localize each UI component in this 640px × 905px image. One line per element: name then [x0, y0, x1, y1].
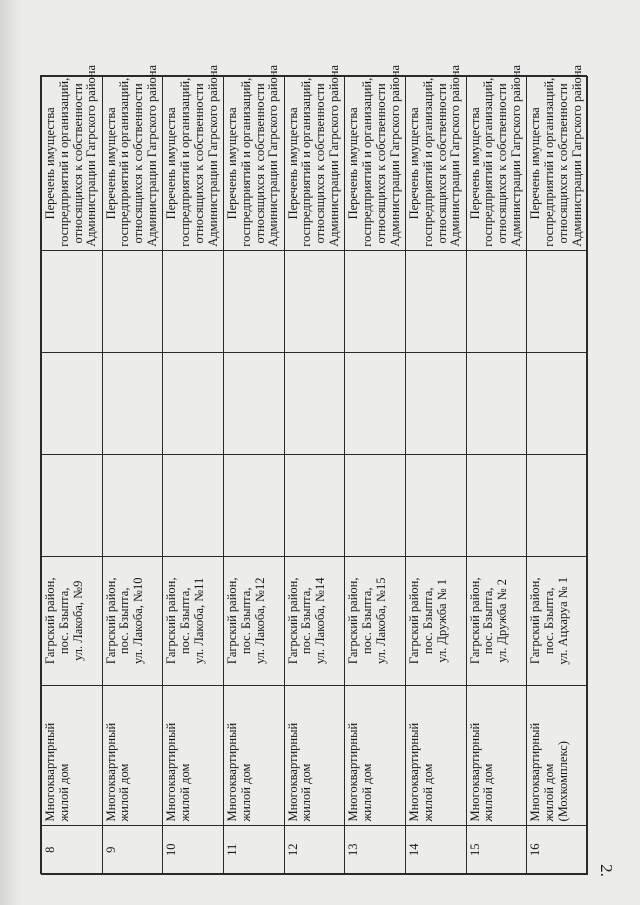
ownership-line: госпредприятий и организаций, — [360, 77, 375, 247]
scan-edge-shadow — [0, 0, 22, 905]
ownership-line: Перечень имущества — [285, 107, 300, 220]
ownership-line: госпредприятий и организаций, — [56, 77, 71, 247]
ownership-line: Администрации Гагрского района — [327, 64, 342, 247]
table-row — [42, 77, 103, 875]
object-name-cell — [223, 685, 284, 825]
address-line: пос. Бзыпта, — [360, 587, 375, 655]
ownership-line: относящихся к собственности — [434, 83, 449, 244]
empty-cell — [405, 454, 466, 556]
ownership-line: относящихся к собственности — [252, 83, 267, 244]
ownership-line: относящихся к собственности — [191, 83, 206, 244]
object-name-line: жилой дом — [360, 763, 375, 822]
ownership-line: Администрации Гагрского района — [266, 64, 281, 247]
address-cell — [102, 557, 163, 685]
ownership-line: госпредприятий и организаций, — [117, 77, 132, 247]
ownership-line: Перечень имущества — [224, 107, 239, 220]
address-line: ул. Лакоба, №11 — [191, 577, 206, 664]
object-name-cell — [527, 685, 588, 825]
object-name-cell — [102, 685, 163, 825]
row-number-cell: 16 — [527, 825, 588, 874]
ownership-cell — [42, 64, 103, 251]
ownership-line: Администрации Гагрского района — [508, 64, 523, 247]
row-number-cell: 9 — [102, 825, 163, 874]
empty-cell — [466, 352, 527, 454]
empty-cell — [284, 454, 345, 556]
page-number: 2. — [596, 864, 616, 877]
table-row — [163, 77, 224, 875]
object-name-cell — [405, 685, 466, 825]
empty-cell — [284, 250, 345, 352]
address-cell — [163, 557, 224, 685]
ownership-cell — [223, 64, 284, 251]
object-name-line: Многоквартирный — [285, 722, 300, 822]
object-name-cell — [345, 685, 406, 825]
ownership-line: госпредприятий и организаций, — [420, 77, 435, 247]
object-name-line: Многоквартирный — [43, 722, 57, 822]
rotated-table-container — [41, 64, 588, 875]
row-number-cell: 11 — [223, 825, 284, 874]
table-row — [102, 77, 163, 875]
empty-cell — [527, 454, 588, 556]
empty-cell — [42, 454, 103, 556]
object-name-line: Многоквартирный — [224, 722, 239, 822]
object-name-line: жилой дом — [238, 763, 253, 822]
table-row — [405, 77, 466, 875]
address-line: пос. Бзыпта, — [481, 587, 496, 655]
address-cell — [345, 557, 406, 685]
empty-cell — [345, 250, 406, 352]
ownership-line: относящихся к собственности — [555, 83, 570, 244]
object-name-line: жилой дом — [420, 763, 435, 822]
ownership-line: Администрации Гагрского района — [448, 64, 463, 247]
object-name-line: жилой дом — [299, 763, 314, 822]
ownership-line: относящихся к собственности — [131, 83, 146, 244]
address-line: ул. Лакоба, №12 — [252, 577, 267, 665]
ownership-cell — [163, 64, 224, 251]
object-name-cell — [466, 685, 527, 825]
empty-cell — [345, 454, 406, 556]
address-line: пос. Бзыпта, — [178, 587, 193, 655]
empty-cell — [163, 454, 224, 556]
address-line: Гагрский район, — [285, 577, 300, 665]
ownership-line: относящихся к собственности — [70, 83, 85, 244]
address-line: Гагрский район, — [224, 577, 239, 665]
ownership-cell — [405, 64, 466, 251]
address-line: пос. Бзыпта, — [542, 587, 557, 655]
ownership-line: относящихся к собственности — [495, 83, 510, 244]
empty-cell — [163, 352, 224, 454]
object-name-line: Многоквартирный — [467, 722, 482, 822]
address-line: пос. Бзыпта, — [299, 587, 314, 655]
object-name-line: жилой дом — [117, 763, 132, 822]
address-cell — [223, 557, 284, 685]
address-line: Гагрский район, — [346, 577, 361, 665]
address-line: ул. Лакоба, №15 — [373, 577, 388, 665]
table-row — [527, 77, 588, 875]
empty-cell — [42, 250, 103, 352]
ownership-cell — [345, 64, 406, 251]
ownership-line: Перечень имущества — [406, 107, 421, 220]
ownership-line: Перечень имущества — [528, 107, 543, 220]
row-number-cell: 8 — [42, 825, 103, 874]
address-line: Гагрский район, — [406, 577, 421, 665]
address-line: ул. Ацхаруа № 1 — [555, 576, 570, 665]
object-name-line: жилой дом — [56, 763, 71, 822]
object-name-cell — [284, 685, 345, 825]
row-number-cell: 12 — [284, 825, 345, 874]
object-name-line: Многоквартирный — [406, 722, 421, 822]
ownership-line: Перечень имущества — [103, 107, 118, 220]
table-row — [284, 77, 345, 875]
ownership-line: госпредприятий и организаций, — [481, 77, 496, 247]
empty-cell — [466, 454, 527, 556]
empty-cell — [223, 352, 284, 454]
ownership-line: Администрации Гагрского района — [145, 64, 160, 247]
address-line: Гагрский район, — [103, 577, 118, 665]
address-line: ул. Лакоба, №10 — [131, 577, 146, 665]
address-line: ул. Дружба № 1 — [434, 578, 449, 663]
row-number-cell: 15 — [466, 825, 527, 874]
object-name-line: жилой дом — [542, 763, 557, 822]
empty-cell — [102, 454, 163, 556]
address-line: пос. Бзыпта, — [56, 587, 71, 655]
table-row — [466, 77, 527, 875]
address-cell — [527, 557, 588, 685]
object-name-cell — [163, 685, 224, 825]
ownership-line: госпредприятий и организаций, — [299, 77, 314, 247]
empty-cell — [42, 352, 103, 454]
empty-cell — [223, 454, 284, 556]
property-registry-table — [41, 64, 588, 875]
empty-cell — [163, 250, 224, 352]
ownership-line: Перечень имущества — [346, 107, 361, 220]
empty-cell — [284, 352, 345, 454]
empty-cell — [527, 352, 588, 454]
object-name-cell — [42, 685, 103, 825]
ownership-line: Перечень имущества — [164, 107, 179, 220]
address-cell — [466, 557, 527, 685]
table-row — [223, 77, 284, 875]
ownership-cell — [102, 64, 163, 251]
address-line: пос. Бзыпта, — [238, 587, 253, 655]
ownership-line: госпредприятий и организаций, — [542, 77, 557, 247]
ownership-cell — [466, 64, 527, 251]
empty-cell — [223, 250, 284, 352]
empty-cell — [345, 352, 406, 454]
object-name-line: Многоквартирный — [103, 722, 118, 822]
object-name-line: (Мохкомплекс) — [555, 741, 570, 822]
ownership-line: Администрации Гагрского района — [569, 64, 584, 247]
ownership-line: Перечень имущества — [467, 107, 482, 220]
ownership-line: Администрации Гагрского района — [387, 64, 402, 247]
ownership-line: относящихся к собственности — [373, 83, 388, 244]
row-number-cell: 13 — [345, 825, 406, 874]
object-name-line: Многоквартирный — [528, 722, 543, 822]
object-name-line: жилой дом — [178, 763, 193, 822]
empty-cell — [405, 352, 466, 454]
address-line: ул. Лакоба, №9 — [70, 580, 85, 661]
address-line: пос. Бзыпта, — [117, 587, 132, 655]
address-line: Гагрский район, — [164, 577, 179, 665]
ownership-line: Перечень имущества — [43, 107, 57, 220]
row-number-cell: 10 — [163, 825, 224, 874]
property-table-frame — [40, 64, 587, 874]
ownership-cell — [284, 64, 345, 251]
object-name-line: Многоквартирный — [164, 722, 179, 822]
address-cell — [42, 557, 103, 685]
table-row — [345, 77, 406, 875]
empty-cell — [527, 250, 588, 352]
address-line: ул. Дружба № 2 — [495, 578, 510, 663]
address-cell — [405, 557, 466, 685]
ownership-line: Администрации Гагрского района — [84, 64, 99, 247]
row-number-cell: 14 — [405, 825, 466, 874]
empty-cell — [466, 250, 527, 352]
ownership-line: Администрации Гагрского района — [205, 64, 220, 247]
empty-cell — [102, 250, 163, 352]
object-name-line: жилой дом — [481, 763, 496, 822]
address-cell — [284, 557, 345, 685]
address-line: ул. Лакоба, №14 — [313, 577, 328, 665]
address-line: Гагрский район, — [43, 577, 57, 665]
address-line: Гагрский район, — [528, 577, 543, 665]
ownership-line: госпредприятий и организаций, — [238, 77, 253, 247]
ownership-line: относящихся к собственности — [313, 83, 328, 244]
ownership-cell — [527, 64, 588, 251]
object-name-line: Многоквартирный — [346, 722, 361, 822]
empty-cell — [405, 250, 466, 352]
ownership-line: госпредприятий и организаций, — [178, 77, 193, 247]
address-line: пос. Бзыпта, — [420, 587, 435, 655]
address-line: Гагрский район, — [467, 577, 482, 665]
empty-cell — [102, 352, 163, 454]
